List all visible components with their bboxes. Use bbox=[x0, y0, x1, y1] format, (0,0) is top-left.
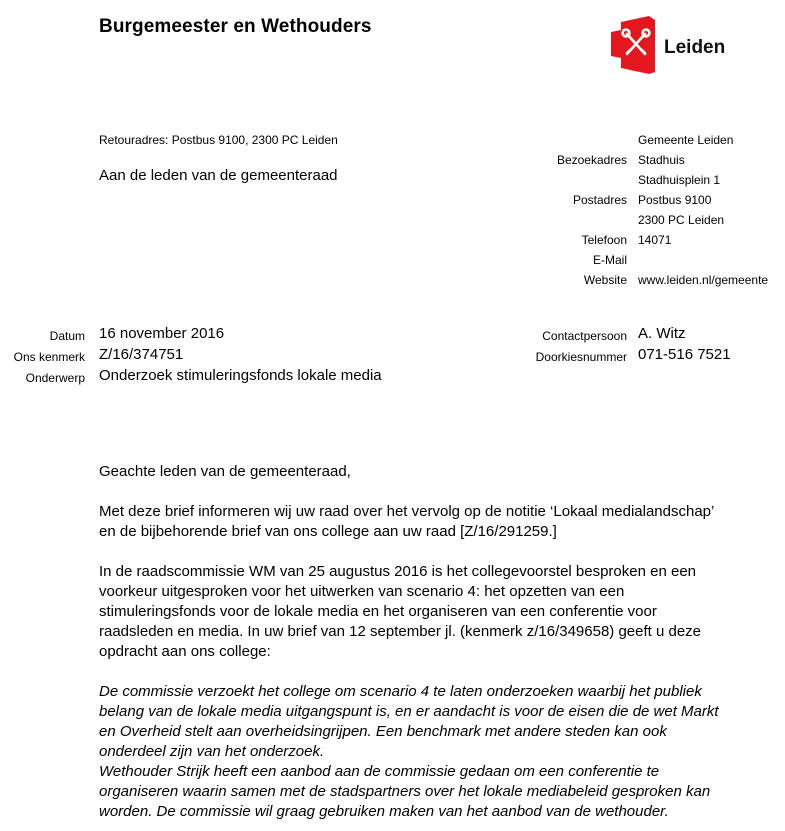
leiden-logo bbox=[609, 16, 734, 74]
contactpersoon-value: A. Witz bbox=[638, 325, 686, 342]
contact-values bbox=[638, 323, 731, 365]
label-email: E-Mail bbox=[592, 253, 627, 267]
label-bezoekadres: Bezoekadres bbox=[556, 153, 627, 167]
label-onderwerp: Onderwerp bbox=[25, 371, 85, 385]
sender-values bbox=[638, 130, 768, 290]
bezoekadres-line-2: Stadhuisplein 1 bbox=[638, 173, 721, 187]
website-value: www.leiden.nl/gemeente bbox=[638, 273, 769, 287]
label-kenmerk: Ons kenmerk bbox=[13, 350, 85, 364]
paragraph-2: In de raadscommissie WM van 25 augustus 2016 is het collegevoorstel besproken en een voorkeur uitgesproken voor het uitwerken van scenario 4: het opzetten van een stimuleringsfonds voor de lokale media en het organiseren van een conferentie voor raadsleden en media. In uw brief van 12 september jl. (kenmerk z/16/349658) geeft u deze opdracht aan ons college: bbox=[99, 563, 702, 660]
doorkiesnummer-value: 071-516 7521 bbox=[638, 346, 731, 363]
bezoekadres-line-1: Stadhuis bbox=[638, 153, 685, 167]
datum-value: 16 november 2016 bbox=[99, 325, 225, 342]
postadres-line-2: 2300 PC Leiden bbox=[638, 213, 725, 227]
label-website: Website bbox=[583, 273, 627, 287]
kenmerk-value: Z/16/374751 bbox=[99, 346, 184, 363]
telefoon-value: 14071 bbox=[638, 233, 672, 247]
label-telefoon: Telefoon bbox=[581, 233, 627, 247]
onderwerp-value: Onderzoek stimuleringsfonds lokale media bbox=[99, 367, 382, 384]
letter-title: Burgemeester en Wethouders bbox=[99, 16, 372, 37]
sender-labels bbox=[557, 150, 627, 290]
quoted-assignment: De commissie verzoekt het college om scenario 4 te laten onderzoeken waarbij het publiek belang van de lokale media uitgangspunt is, en er aandacht is voor de eisen die de wet Markt en Overheid stelt aan overheidsingrijpen. Een benchmark met andere steden kan ook onderdeel zijn van het onderzoek. Wethouder Strijk heeft een aanbod aan de commissie gedaan om een conferentie te organiseren waarin samen met de stadspartners over het lokale mediabeleid gesproken kan worden. De commissie wil graag gebruiken maken van het aanbod van de wethouder. bbox=[99, 683, 719, 820]
paragraph-1: Met deze brief informeren wij uw raad over het vervolg op de notitie ‘Lokaal medialandschap’ en de bijbehorende brief van ons college aan uw raad [Z/16/291259.] bbox=[99, 503, 715, 540]
addressee: Aan de leden van de gemeenteraad bbox=[99, 167, 338, 184]
logo-text: Leiden bbox=[664, 37, 726, 58]
label-postadres: Postadres bbox=[572, 193, 627, 207]
label-contactpersoon: Contactpersoon bbox=[542, 329, 627, 343]
leiden-keys-icon bbox=[609, 16, 657, 74]
label-doorkiesnummer: Doorkiesnummer bbox=[535, 350, 627, 364]
postadres-line-1: Postbus 9100 bbox=[638, 193, 712, 207]
label-datum: Datum bbox=[49, 329, 85, 343]
salutation: Geachte leden van de gemeenteraad, bbox=[99, 463, 351, 480]
email-value bbox=[638, 250, 768, 270]
contact-labels bbox=[536, 326, 627, 368]
sender-name: Gemeente Leiden bbox=[638, 133, 734, 147]
letter-body bbox=[99, 462, 749, 822]
return-address: Retouradres: Postbus 9100, 2300 PC Leiden bbox=[99, 133, 338, 147]
meta-values bbox=[99, 323, 382, 386]
meta-labels bbox=[14, 326, 85, 389]
